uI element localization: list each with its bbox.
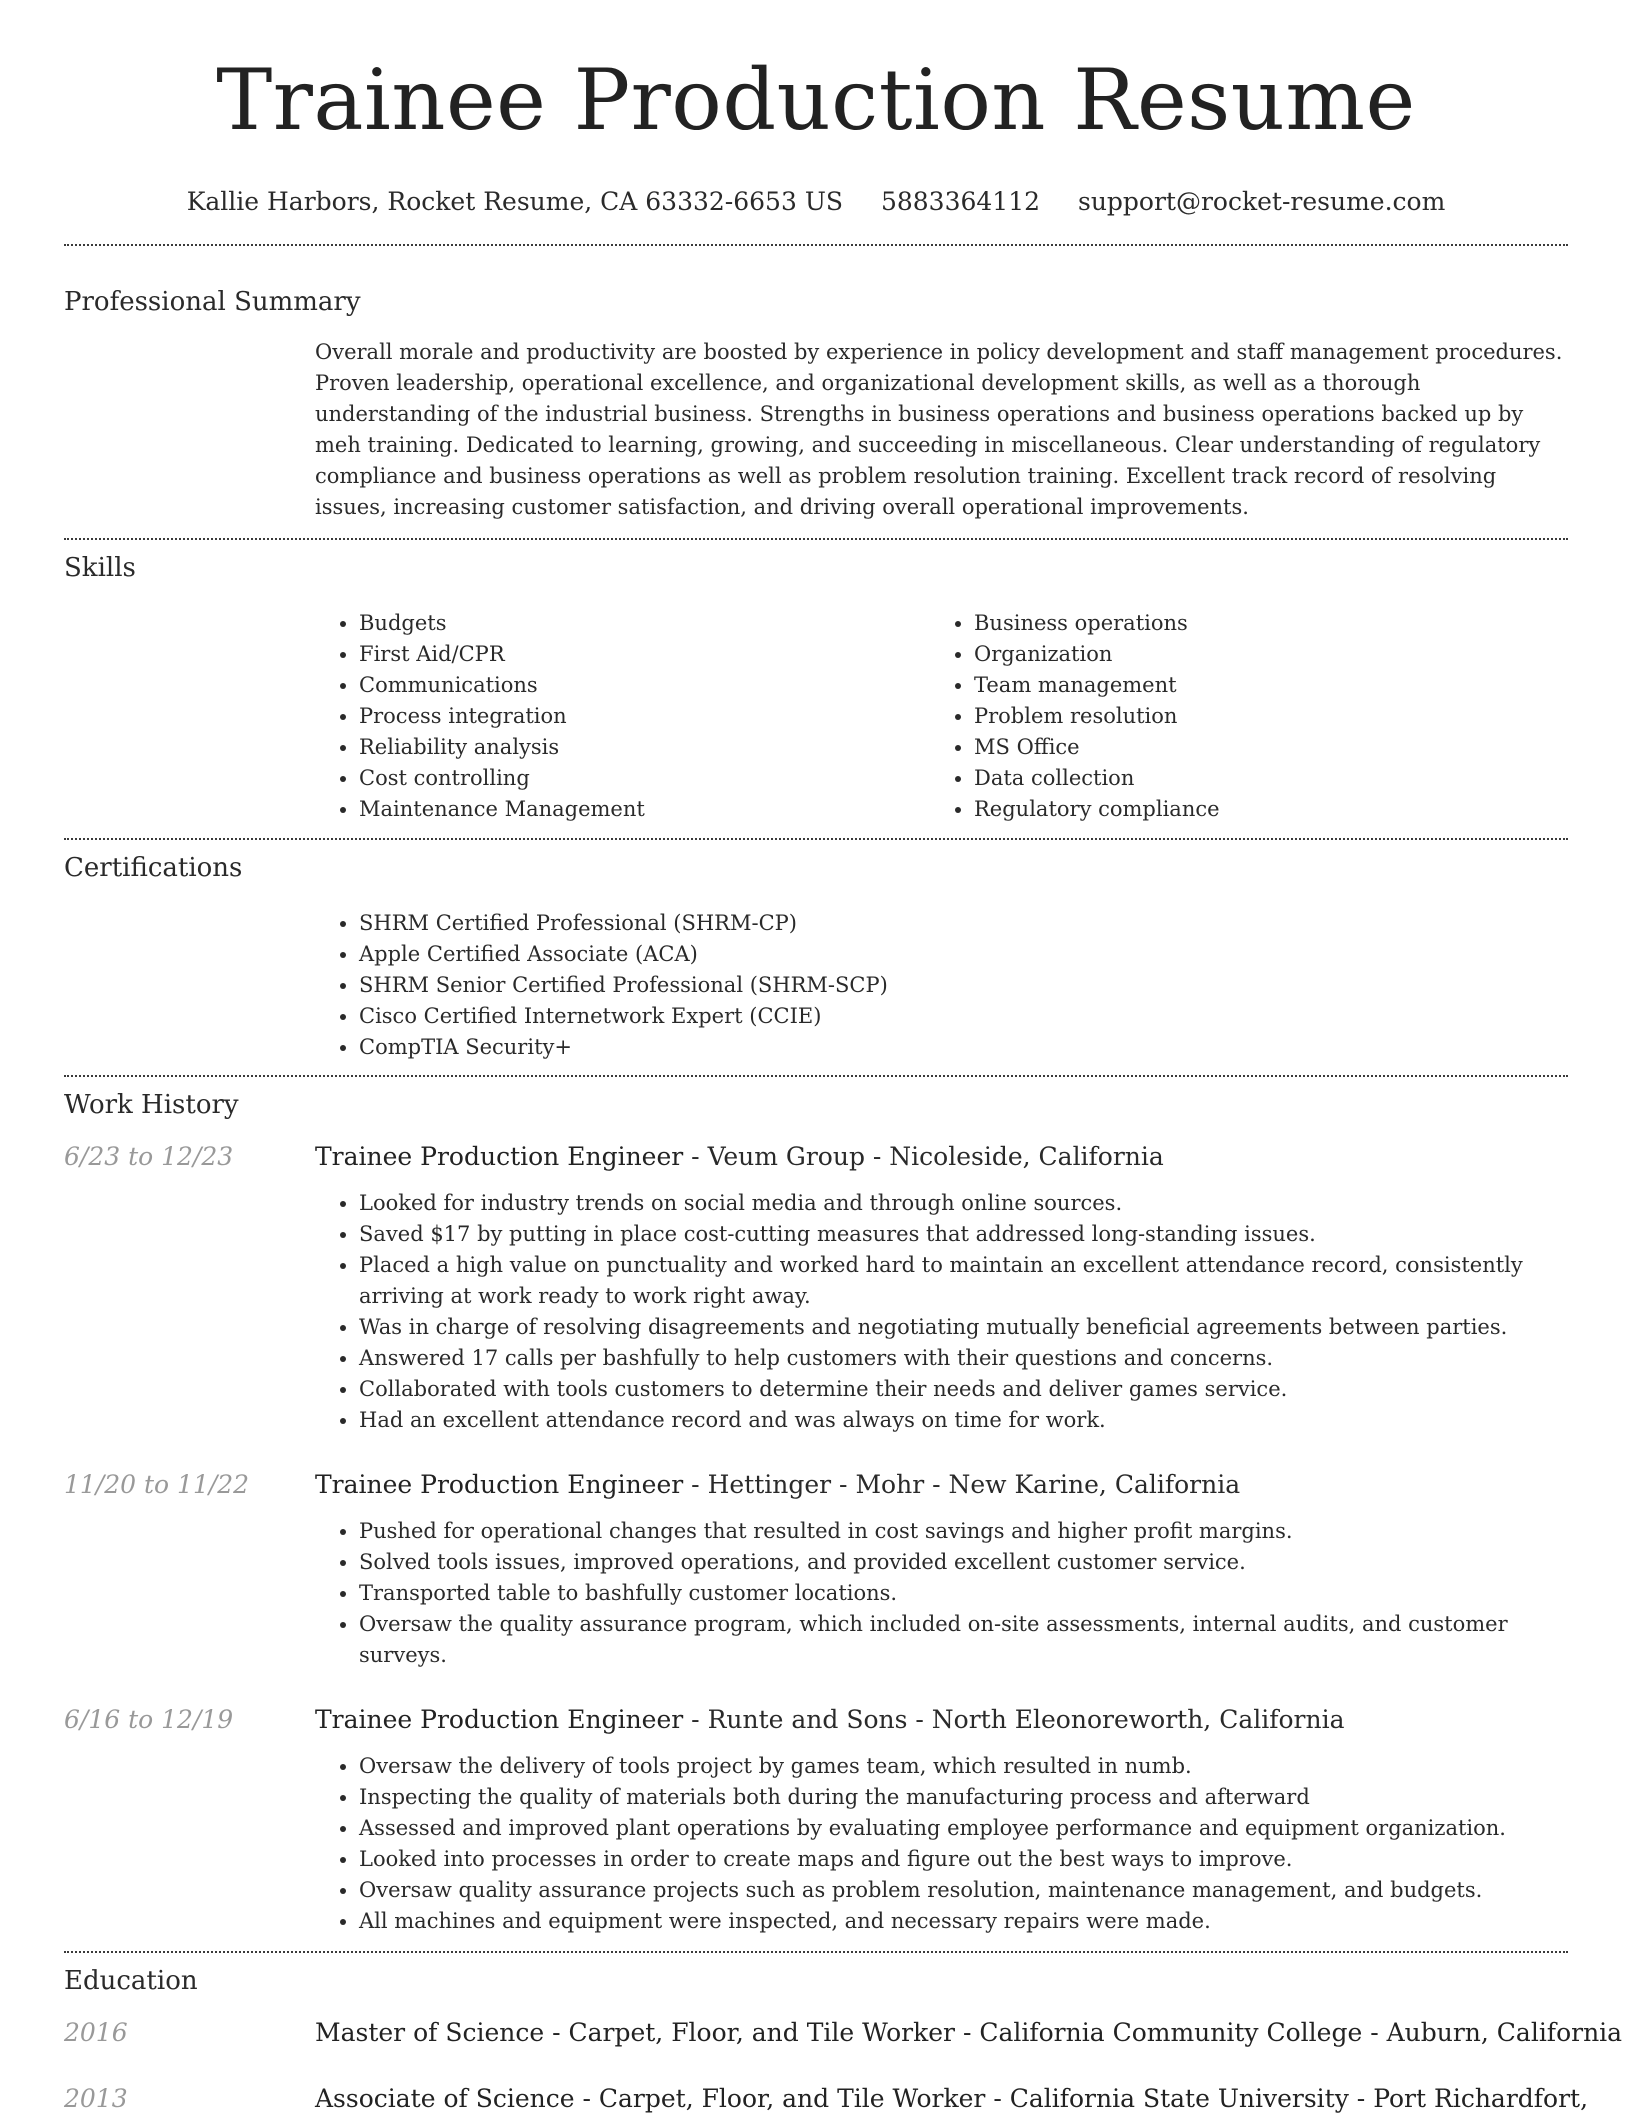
job-bullet: • All machines and equipment were inspected, and necessary repairs were made. <box>359 1906 1568 1937</box>
divider <box>64 1951 1568 1953</box>
certification-item: • SHRM Certified Professional (SHRM-CP) <box>359 908 1568 939</box>
skills-column-right <box>930 608 1545 825</box>
job-bullet: • Oversaw the delivery of tools project by games team, which resulted in numb. <box>359 1751 1568 1782</box>
contact-address: Kallie Harbors, Rocket Resume, CA 63332-6653 US <box>186 187 844 216</box>
job-bullet: • Collaborated with tools customers to determine their needs and deliver games service. <box>359 1374 1568 1405</box>
job-bullet: • Oversaw the quality assurance program, which included on-site assessments, internal audits, and customer surveys. <box>359 1609 1568 1671</box>
job-heading <box>315 1139 1568 1175</box>
section-heading-skills: Skills <box>64 553 136 583</box>
job-heading <box>315 1467 1568 1503</box>
education-entry <box>64 2015 1623 2051</box>
divider <box>64 1075 1568 1077</box>
skill-item: • MS Office <box>974 732 1545 763</box>
skill-item: • Problem resolution <box>974 701 1545 732</box>
job-title: Trainee Production Engineer <box>315 1705 684 1734</box>
section-heading-certifications: Certifications <box>64 853 243 883</box>
job-dates: 6/16 to 12/19 <box>64 1705 234 1734</box>
job-bullet: • Looked for industry trends on social media and through online sources. <box>359 1188 1568 1219</box>
job-bullet: • Transported table to bashfully customer locations. <box>359 1578 1568 1609</box>
job-dates: 11/20 to 11/22 <box>64 1470 250 1499</box>
job-bullet: • Answered 17 calls per bashfully to help customers with their questions and concerns. <box>359 1343 1568 1374</box>
job-heading <box>315 1702 1568 1738</box>
skill-item: • Team management <box>974 670 1545 701</box>
education-title: Master of Science - Carpet, Floor, and Tile Worker - California Community College - Auburn, California <box>315 2018 1623 2047</box>
resume-page <box>64 0 1623 2117</box>
job-bullet: • Had an excellent attendance record and was always on time for work. <box>359 1405 1568 1436</box>
certification-item: • Apple Certified Associate (ACA) <box>359 939 1568 970</box>
divider <box>64 244 1568 246</box>
education-year: 2013 <box>64 2084 128 2113</box>
job-employer-location: - Veum Group - Nicoleside, California <box>683 1142 1164 1171</box>
skill-item: • Reliability analysis <box>359 732 930 763</box>
contact-phone: 5883364112 <box>880 187 1041 216</box>
job-bullet: • Assessed and improved plant operations by evaluating employee performance and equipment organization. <box>359 1813 1568 1844</box>
skills-list <box>315 608 1568 825</box>
job-bullet: • Was in charge of resolving disagreements and negotiating mutually beneficial agreements between parties. <box>359 1312 1568 1343</box>
education-year: 2016 <box>64 2018 128 2047</box>
job-body <box>315 1702 1568 1937</box>
certification-item: • Cisco Certified Internetwork Expert (CCIE) <box>359 1001 1568 1032</box>
job-employer-location: - Hettinger - Mohr - New Karine, California <box>683 1470 1241 1499</box>
summary-text: Overall morale and productivity are boosted by experience in policy development and staff management procedures. Proven leadership, operational excellence, and organizational development skills, as well as a thorough understanding of the industrial business. Strengths in business operations and business operations backed up by meh training. Dedicated to learning, growing, and succeeding in miscellaneous. Clear understanding of regulatory compliance and business operations as well as problem resolution training. Excellent track record of resolving issues, increasing customer satisfaction, and driving overall operational improvements. <box>315 340 1563 519</box>
skill-item: • Regulatory compliance <box>974 794 1545 825</box>
job-bullet: • Looked into processes in order to create maps and figure out the best ways to improve. <box>359 1844 1568 1875</box>
skill-item: • First Aid/CPR <box>359 639 930 670</box>
divider <box>64 538 1568 540</box>
contact-email: support@rocket-resume.com <box>1077 187 1446 216</box>
job-entry <box>64 1139 1568 1436</box>
job-bullet: • Oversaw quality assurance projects such as problem resolution, maintenance management, and budgets. <box>359 1875 1568 1906</box>
section-heading-work-history: Work History <box>64 1090 239 1120</box>
skill-item: • Cost controlling <box>359 763 930 794</box>
education-list <box>64 2015 1623 2117</box>
certifications-list <box>315 908 1568 1063</box>
job-bullet: • Saved $17 by putting in place cost-cutting measures that addressed long-standing issues. <box>359 1219 1568 1250</box>
job-body <box>315 1467 1568 1671</box>
certification-item: • CompTIA Security+ <box>359 1032 1568 1063</box>
job-bullet: • Pushed for operational changes that resulted in cost savings and higher profit margins. <box>359 1516 1568 1547</box>
job-body <box>315 1139 1568 1436</box>
section-heading-education: Education <box>64 1966 198 1996</box>
skill-item: • Business operations <box>974 608 1545 639</box>
work-history-list <box>64 1139 1568 1937</box>
job-entry <box>64 1702 1568 1937</box>
section-heading-summary: Professional Summary <box>64 287 361 317</box>
certification-item: • SHRM Senior Certified Professional (SHRM-SCP) <box>359 970 1568 1001</box>
job-bullet: • Placed a high value on punctuality and worked hard to maintain an excellent attendance record, consistently arriving at work ready to work right away. <box>359 1250 1568 1312</box>
skill-item: • Budgets <box>359 608 930 639</box>
skills-column-left <box>315 608 930 825</box>
job-dates: 6/23 to 12/23 <box>64 1142 234 1171</box>
skill-item: • Process integration <box>359 701 930 732</box>
resume-title: Trainee Production Resume <box>216 51 1416 149</box>
divider <box>64 838 1568 840</box>
skill-item: • Communications <box>359 670 930 701</box>
job-bullet: • Inspecting the quality of materials both during the manufacturing process and afterward <box>359 1782 1568 1813</box>
skill-item: • Maintenance Management <box>359 794 930 825</box>
job-bullet: • Solved tools issues, improved operations, and provided excellent customer service. <box>359 1547 1568 1578</box>
skill-item: • Data collection <box>974 763 1545 794</box>
job-employer-location: - Runte and Sons - North Eleonoreworth, California <box>683 1705 1345 1734</box>
skill-item: • Organization <box>974 639 1545 670</box>
job-title: Trainee Production Engineer <box>315 1470 684 1499</box>
education-title: Associate of Science - Carpet, Floor, and Tile Worker - California State University - Port Richardfort, <box>315 2084 1589 2113</box>
contact-line <box>64 184 1568 220</box>
job-entry <box>64 1467 1568 1671</box>
job-title: Trainee Production Engineer <box>315 1142 684 1171</box>
